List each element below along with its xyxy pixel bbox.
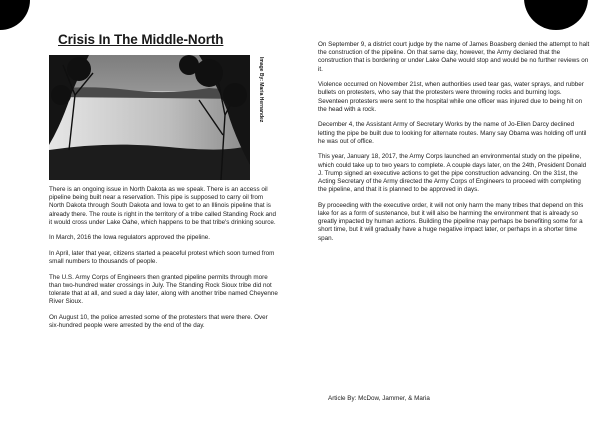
corner-dot-top-left xyxy=(0,0,30,30)
paragraph: Violence occurred on November 21st, when authorities used tear gas, water sprays, and rubber bullets on protesters, who say that the protesters were throwing rocks and burning logs. Seventeen protesters were sent to the hospital while one officer was injured due to being hit on the head with a rock. xyxy=(318,81,584,113)
paragraph: There is an ongoing issue in North Dakota as we speak. There is an access oil pipeline being built near a reservation. This pipe is supposed to carry oil from North Dakota through South Dakota and Iowa to get to an Illinois pipeline that is already there. The route is right in the territory of a tribe called Standing Rock and it would cross under Lake Oahe, which happens to be that tribe's drinking source. xyxy=(49,186,277,226)
corner-dot-top-right xyxy=(524,0,588,30)
paragraph: The U.S. Army Corps of Engineers then granted pipeline permits through more than two-hundred water crossings in July. The Standing Rock Sioux tribe did not tolerate that at all, and sued a day later, along with another tribe named Cheyenne River Sioux. xyxy=(49,273,278,306)
right-column xyxy=(318,41,590,250)
paragraph: December 4, the Assistant Army of Secretary Works by the name of Jo-Ellen Darcy declined letting the pipe be built due to looking for alternate routes. Many say Obama was holding off until he was out of office. xyxy=(318,121,587,145)
photo-credit: Image By: Maria Hernandez xyxy=(258,57,264,123)
paragraph: On August 10, the police arrested some of the protesters that were there. Over six-hundred people were arrested by the end of the day. xyxy=(49,314,268,330)
article-byline: Article By: McDow, Jammer, & Maria xyxy=(328,395,430,402)
paragraph: In April, later that year, citizens started a peaceful protest which soon turned from small numbers to thousands of people. xyxy=(49,250,275,266)
lake-photo xyxy=(49,55,250,180)
paragraph: On September 9, a district court judge by the name of James Boasberg denied the attempt to halt the construction of the pipeline. On that same day, however, the Army declared that the construction that is bordering or under Lake Oahe would stop and would be no further reviews on it. xyxy=(318,41,590,73)
paragraph: In March, 2016 the Iowa regulators approved the pipeline. xyxy=(49,234,211,242)
left-column xyxy=(49,186,278,338)
article-title: Crisis In The Middle-North xyxy=(58,32,224,47)
paragraph: By proceeding with the executive order, it will not only harm the many tribes that depend on this lake for as a form of sustenance, but it will also be harming the environment that is already so greatly impacted by human actions. Building the pipeline may perhaps be benefiting some for a short time, but it will gradually have a huge negative impact later, or perhaps in a shorter time span. xyxy=(318,201,584,242)
paragraph: This year, January 18, 2017, the Army Corps launched an environmental study on the pipeline, which could take up to two years to complete. A couple days later, on the 24th, President Donald J. Trump signed an executive actions to get the pipe construction advancing. On the 31st, the Acting Secretary of the Army directed the Army Corps of Engineers to proceed with completing the pipeline, and that it is planned to be approved in days. xyxy=(318,153,587,194)
